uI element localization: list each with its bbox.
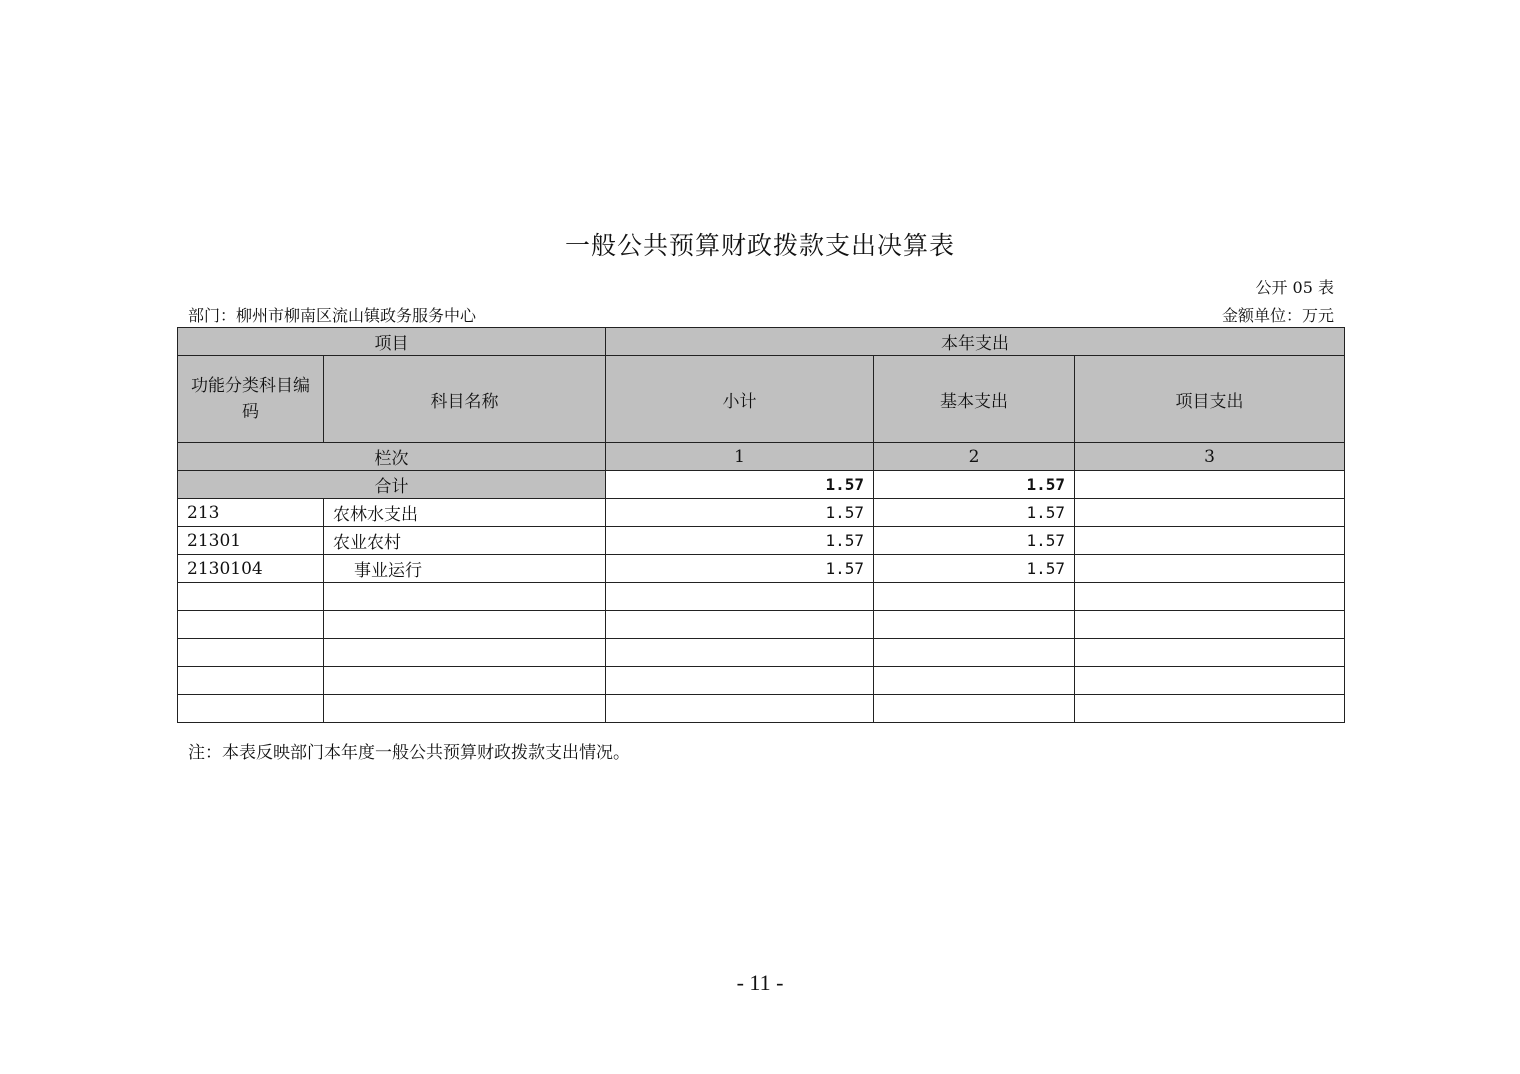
- empty-cell: [606, 639, 874, 667]
- empty-cell: [874, 639, 1075, 667]
- header-row-columns: [178, 356, 1345, 443]
- empty-cell: [324, 667, 606, 695]
- row-basic: 1.57: [874, 555, 1075, 583]
- column-header-basic: 基本支出: [874, 356, 1075, 443]
- index-row: [178, 443, 1345, 471]
- empty-cell: [324, 695, 606, 723]
- table-row: [178, 555, 1345, 583]
- total-project: [1075, 471, 1345, 499]
- amount-unit-label: 金额单位：万元: [1221, 306, 1334, 325]
- row-subtotal: 1.57: [606, 555, 874, 583]
- row-basic: 1.57: [874, 527, 1075, 555]
- department-label: 部门：柳州市柳南区流山镇政务服务中心: [188, 306, 477, 325]
- total-label: 合计: [178, 471, 606, 499]
- empty-cell: [324, 583, 606, 611]
- row-subtotal: 1.57: [606, 527, 874, 555]
- row-name: 事业运行: [324, 555, 606, 583]
- document-title: 一般公共预算财政拨款支出决算表: [564, 231, 955, 260]
- index-row-label: 栏次: [178, 443, 606, 471]
- column-header-subtotal: 小计: [606, 356, 874, 443]
- empty-cell: [178, 695, 324, 723]
- empty-cell: [606, 667, 874, 695]
- index-cell-2: 2: [874, 443, 1075, 471]
- column-header-name: 科目名称: [324, 356, 606, 443]
- row-name: 农业农村: [324, 527, 606, 555]
- table-note: 注：本表反映部门本年度一般公共预算财政拨款支出情况。: [188, 743, 630, 763]
- empty-row: [178, 583, 1345, 611]
- empty-cell: [178, 667, 324, 695]
- empty-row: [178, 611, 1345, 639]
- table-row: [178, 499, 1345, 527]
- empty-cell: [606, 611, 874, 639]
- index-cell-1: 1: [606, 443, 874, 471]
- row-name: 农林水支出: [324, 499, 606, 527]
- column-header-project: 项目支出: [1075, 356, 1345, 443]
- total-subtotal: 1.57: [606, 471, 874, 499]
- empty-cell: [324, 611, 606, 639]
- row-project: [1075, 527, 1345, 555]
- row-code: 21301: [178, 527, 324, 555]
- form-number: 公开 05 表: [1255, 278, 1334, 297]
- column-header-code: 功能分类科目编码: [178, 356, 324, 443]
- total-basic: 1.57: [874, 471, 1075, 499]
- header-row-group: [178, 328, 1345, 356]
- empty-cell: [1075, 611, 1345, 639]
- empty-cell: [178, 583, 324, 611]
- empty-cell: [1075, 667, 1345, 695]
- row-project: [1075, 555, 1345, 583]
- empty-cell: [606, 695, 874, 723]
- total-row: [178, 471, 1345, 499]
- empty-cell: [324, 639, 606, 667]
- empty-cell: [874, 583, 1075, 611]
- table-row: [178, 527, 1345, 555]
- header-current-year-expenditure: 本年支出: [606, 328, 1345, 356]
- empty-cell: [606, 583, 874, 611]
- index-cell-3: 3: [1075, 443, 1345, 471]
- empty-cell: [874, 695, 1075, 723]
- header-project: 项目: [178, 328, 606, 356]
- row-basic: 1.57: [874, 499, 1075, 527]
- empty-row: [178, 639, 1345, 667]
- empty-cell: [1075, 583, 1345, 611]
- empty-cell: [874, 611, 1075, 639]
- row-subtotal: 1.57: [606, 499, 874, 527]
- row-code: 2130104: [178, 555, 324, 583]
- empty-cell: [178, 611, 324, 639]
- empty-cell: [1075, 639, 1345, 667]
- empty-cell: [874, 667, 1075, 695]
- row-project: [1075, 499, 1345, 527]
- empty-row: [178, 667, 1345, 695]
- budget-expenditure-table: [177, 327, 1345, 723]
- empty-cell: [1075, 695, 1345, 723]
- page-number: - 11 -: [736, 970, 784, 995]
- empty-cell: [178, 639, 324, 667]
- row-code: 213: [178, 499, 324, 527]
- empty-row: [178, 695, 1345, 723]
